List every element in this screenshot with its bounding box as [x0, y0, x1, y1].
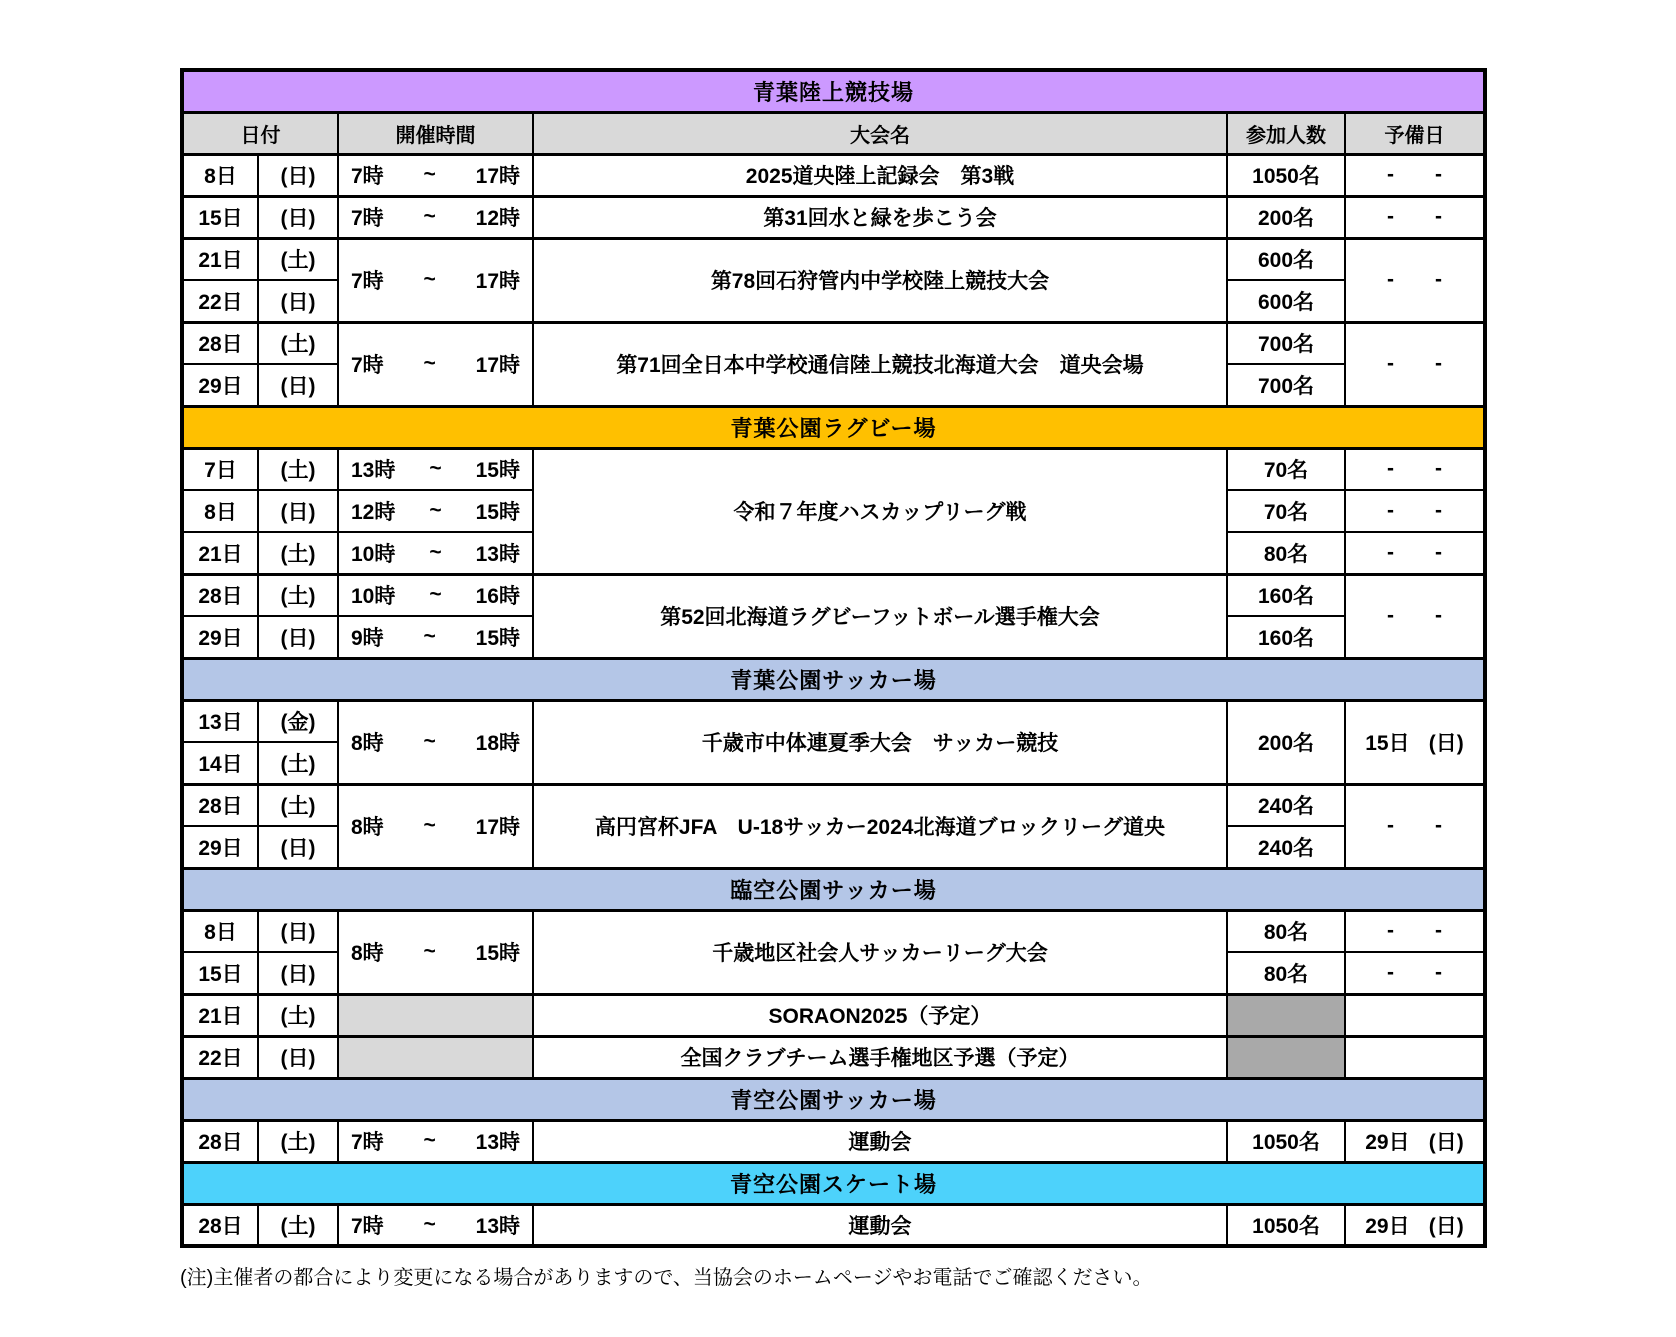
time-cell — [338, 196, 533, 238]
time-cell-part: 8時 — [351, 942, 384, 965]
time-cell-part: 10時 — [351, 585, 396, 609]
column-header-row — [182, 112, 1485, 154]
day-cell: 21日 — [182, 532, 258, 574]
time-cell-part: ~ — [423, 352, 436, 375]
time-cell — [338, 784, 533, 868]
reserve-cell-part: - — [1387, 268, 1394, 291]
time-cell — [338, 238, 533, 322]
time-cell — [338, 574, 533, 616]
section-band-row — [182, 406, 1485, 448]
reserve-cell-part: - — [1387, 604, 1394, 627]
day-cell: 28日 — [182, 322, 258, 364]
reserve-cell — [1345, 700, 1485, 784]
participants-cell — [1227, 1036, 1345, 1078]
participants-cell: 200名 — [1227, 700, 1345, 784]
weekday-cell: (日) — [258, 826, 338, 868]
schedule-page — [180, 68, 1483, 1290]
reserve-cell-content — [1346, 604, 1483, 628]
day-cell: 28日 — [182, 1120, 258, 1162]
day-cell: 21日 — [182, 994, 258, 1036]
time-cell — [338, 1036, 533, 1078]
time-cell-part: 16時 — [475, 585, 520, 609]
day-cell: 29日 — [182, 364, 258, 406]
time-cell-part: ~ — [423, 205, 436, 228]
section-header-aoba-rugby: 青葉公園ラグビー場 — [182, 406, 1485, 448]
weekday-cell: (土) — [258, 238, 338, 280]
time-cell-content — [339, 454, 532, 484]
schedule-row — [182, 1204, 1485, 1246]
participants-cell: 80名 — [1227, 532, 1345, 574]
reserve-column-header: 予備日 — [1345, 112, 1485, 154]
schedule-row — [182, 154, 1485, 196]
schedule-table — [180, 68, 1487, 1248]
weekday-cell: (土) — [258, 574, 338, 616]
reserve-cell — [1345, 1204, 1485, 1246]
schedule-row — [182, 238, 1485, 280]
schedule-row — [182, 910, 1485, 952]
weekday-cell: (土) — [258, 742, 338, 784]
weekday-cell: (土) — [258, 994, 338, 1036]
reserve-cell — [1345, 574, 1485, 658]
time-cell-part: 12時 — [475, 207, 520, 230]
participants-cell: 240名 — [1227, 784, 1345, 826]
reserve-cell — [1345, 1036, 1485, 1078]
reserve-cell-part: - — [1435, 352, 1442, 375]
reserve-cell — [1345, 154, 1485, 196]
section-header-rinku-soccer: 臨空公園サッカー場 — [182, 868, 1485, 910]
time-cell-part: 9時 — [351, 626, 384, 650]
reserve-cell-part: (日) — [1428, 1131, 1464, 1154]
day-cell: 28日 — [182, 784, 258, 826]
time-cell-part: 15時 — [475, 459, 520, 483]
participants-cell: 80名 — [1227, 910, 1345, 952]
time-cell-part: 13時 — [475, 542, 520, 566]
day-cell: 8日 — [182, 490, 258, 532]
weekday-cell: (土) — [258, 448, 338, 490]
weekday-cell: (日) — [258, 910, 338, 952]
reserve-cell-part: - — [1435, 457, 1442, 481]
participants-cell: 600名 — [1227, 238, 1345, 280]
time-cell-part: ~ — [429, 583, 442, 607]
time-cell-content — [339, 811, 532, 841]
day-cell: 15日 — [182, 952, 258, 994]
time-cell-content — [339, 538, 532, 568]
day-cell: 22日 — [182, 1036, 258, 1078]
time-cell-part: 17時 — [475, 354, 520, 377]
time-cell-part: ~ — [429, 499, 442, 522]
time-cell-part: ~ — [423, 730, 436, 753]
weekday-cell: (土) — [258, 1120, 338, 1162]
time-cell-part: 10時 — [351, 542, 396, 566]
time-cell — [338, 1120, 533, 1162]
reserve-cell-part: 15日 — [1365, 732, 1410, 755]
time-cell — [338, 994, 533, 1036]
reserve-cell-content — [1346, 919, 1483, 943]
reserve-cell-content — [1346, 727, 1483, 757]
time-cell-part: 13時 — [475, 1131, 520, 1154]
time-cell-content — [339, 349, 532, 379]
reserve-cell — [1345, 994, 1485, 1036]
participants-cell: 1050名 — [1227, 154, 1345, 196]
time-cell-part: 12時 — [351, 501, 396, 524]
event-cell: 運動会 — [533, 1120, 1227, 1162]
reserve-cell-content — [1346, 499, 1483, 523]
time-cell-part: 15時 — [475, 626, 520, 650]
schedule-row — [182, 196, 1485, 238]
section-band-row — [182, 658, 1485, 700]
participants-cell: 160名 — [1227, 574, 1345, 616]
weekday-cell: (日) — [258, 364, 338, 406]
event-cell: 2025道央陸上記録会 第3戦 — [533, 154, 1227, 196]
event-column-header: 大会名 — [533, 112, 1227, 154]
section-header-aoba-soccer: 青葉公園サッカー場 — [182, 658, 1485, 700]
event-cell: 運動会 — [533, 1204, 1227, 1246]
reserve-cell — [1345, 448, 1485, 490]
time-cell-content — [339, 496, 532, 526]
reserve-cell-part: - — [1435, 540, 1442, 564]
reserve-cell-part: (日) — [1428, 1214, 1464, 1238]
time-cell-part: 8時 — [351, 816, 384, 839]
reserve-cell-part: - — [1387, 499, 1394, 522]
reserve-cell-part: 29日 — [1365, 1131, 1410, 1154]
section-band-row — [182, 868, 1485, 910]
schedule-row — [182, 700, 1485, 742]
reserve-cell — [1345, 238, 1485, 322]
reserve-cell-part: - — [1387, 352, 1394, 375]
reserve-cell — [1345, 490, 1485, 532]
time-cell-content — [339, 622, 532, 652]
time-cell-part: 7時 — [351, 1131, 384, 1154]
reserve-cell-part: - — [1435, 960, 1442, 984]
schedule-row — [182, 1036, 1485, 1078]
day-cell: 13日 — [182, 700, 258, 742]
reserve-cell-part: - — [1435, 919, 1442, 943]
time-cell-part: 13時 — [351, 459, 396, 483]
weekday-cell: (日) — [258, 1036, 338, 1078]
reserve-cell-content — [1346, 814, 1483, 838]
time-cell-content — [339, 160, 532, 190]
time-cell-part: 8時 — [351, 732, 384, 755]
reserve-cell-content — [1346, 1126, 1483, 1156]
reserve-cell-part: - — [1387, 457, 1394, 481]
section-band-row — [182, 1162, 1485, 1204]
participants-cell: 160名 — [1227, 616, 1345, 658]
weekday-cell: (日) — [258, 616, 338, 658]
day-cell: 22日 — [182, 280, 258, 322]
section-header-aozora-skate: 青空公園スケート場 — [182, 1162, 1485, 1204]
reserve-cell-content — [1346, 163, 1483, 187]
schedule-row — [182, 574, 1485, 616]
participants-cell: 600名 — [1227, 280, 1345, 322]
reserve-cell-part: (日) — [1428, 732, 1464, 755]
time-cell-part: 17時 — [475, 165, 520, 188]
participants-cell: 80名 — [1227, 952, 1345, 994]
reserve-cell — [1345, 784, 1485, 868]
time-cell-part: 13時 — [475, 1214, 520, 1238]
event-cell: SORAON2025（予定） — [533, 994, 1227, 1036]
reserve-cell-content — [1346, 541, 1483, 565]
time-cell — [338, 532, 533, 574]
time-cell-part: ~ — [423, 1129, 436, 1152]
event-cell: 全国クラブチーム選手権地区予選（予定） — [533, 1036, 1227, 1078]
reserve-cell-content — [1346, 352, 1483, 376]
participants-cell: 700名 — [1227, 322, 1345, 364]
weekday-cell: (土) — [258, 784, 338, 826]
schedule-row — [182, 994, 1485, 1036]
participants-cell — [1227, 994, 1345, 1036]
time-cell-part: 7時 — [351, 1214, 384, 1238]
time-cell-content — [339, 580, 532, 610]
footnote: (注)主催者の都合により変更になる場合がありますので、当協会のホームページやお電話でご確認ください。 — [180, 1267, 1153, 1289]
time-cell-part: ~ — [429, 540, 442, 564]
reserve-cell-part: - — [1387, 205, 1394, 228]
time-cell — [338, 910, 533, 994]
reserve-cell-part: 29日 — [1365, 1214, 1410, 1238]
reserve-cell-part: - — [1435, 268, 1442, 291]
time-cell-part: 7時 — [351, 270, 384, 293]
schedule-row — [182, 1120, 1485, 1162]
weekday-cell: (土) — [258, 532, 338, 574]
weekday-cell: (金) — [258, 700, 338, 742]
time-cell-part: ~ — [423, 940, 436, 963]
event-cell: 千歳地区社会人サッカーリーグ大会 — [533, 910, 1227, 994]
section-band-row — [182, 1078, 1485, 1120]
day-cell: 7日 — [182, 448, 258, 490]
schedule-row — [182, 322, 1485, 364]
time-cell — [338, 700, 533, 784]
weekday-cell: (日) — [258, 154, 338, 196]
reserve-cell-part: - — [1387, 540, 1394, 564]
reserve-cell-content — [1346, 457, 1483, 481]
day-cell: 21日 — [182, 238, 258, 280]
weekday-cell: (土) — [258, 1204, 338, 1246]
participants-cell: 700名 — [1227, 364, 1345, 406]
time-cell-part: 7時 — [351, 207, 384, 230]
section-header-aoba-athletics: 青葉陸上競技場 — [182, 70, 1485, 112]
time-cell-part: 17時 — [475, 270, 520, 293]
time-cell — [338, 1204, 533, 1246]
reserve-cell-part: - — [1435, 604, 1442, 627]
schedule-row — [182, 784, 1485, 826]
day-cell: 29日 — [182, 826, 258, 868]
reserve-cell-part: - — [1387, 814, 1394, 837]
reserve-cell-part: - — [1387, 163, 1394, 186]
participants-cell: 70名 — [1227, 490, 1345, 532]
time-cell-part: ~ — [423, 1212, 436, 1236]
weekday-cell: (日) — [258, 196, 338, 238]
time-cell — [338, 448, 533, 490]
time-cell-part: 18時 — [475, 732, 520, 755]
day-cell: 8日 — [182, 910, 258, 952]
time-cell-part: ~ — [423, 163, 436, 186]
reserve-cell-content — [1346, 961, 1483, 985]
event-cell: 高円宮杯JFA U-18サッカー2024北海道ブロックリーグ道央 — [533, 784, 1227, 868]
event-cell: 第31回水と緑を歩こう会 — [533, 196, 1227, 238]
day-cell: 28日 — [182, 574, 258, 616]
section-band-row — [182, 70, 1485, 112]
reserve-cell-content — [1346, 1210, 1483, 1240]
time-cell-content — [339, 937, 532, 967]
day-cell: 8日 — [182, 154, 258, 196]
reserve-cell — [1345, 952, 1485, 994]
reserve-cell-part: - — [1387, 960, 1394, 984]
reserve-cell — [1345, 910, 1485, 952]
participants-cell: 1050名 — [1227, 1204, 1345, 1246]
time-cell-part: 7時 — [351, 165, 384, 188]
reserve-cell-part: - — [1435, 499, 1442, 522]
time-cell-part: ~ — [429, 457, 442, 481]
reserve-cell-content — [1346, 205, 1483, 229]
reserve-cell-part: - — [1435, 163, 1442, 186]
time-cell-content — [339, 1126, 532, 1156]
date-column-header: 日付 — [182, 112, 338, 154]
reserve-cell-part: - — [1387, 919, 1394, 943]
event-cell: 第52回北海道ラグビーフットボール選手権大会 — [533, 574, 1227, 658]
event-cell: 千歳市中体連夏季大会 サッカー競技 — [533, 700, 1227, 784]
time-cell-content — [339, 265, 532, 295]
participants-cell: 1050名 — [1227, 1120, 1345, 1162]
reserve-cell-content — [1346, 268, 1483, 292]
weekday-cell: (日) — [258, 490, 338, 532]
weekday-cell: (日) — [258, 952, 338, 994]
reserve-cell-part: - — [1435, 205, 1442, 228]
schedule-table-body — [182, 70, 1485, 1246]
day-cell: 14日 — [182, 742, 258, 784]
time-cell-content — [339, 727, 532, 757]
day-cell: 15日 — [182, 196, 258, 238]
reserve-cell — [1345, 1120, 1485, 1162]
day-cell: 29日 — [182, 616, 258, 658]
section-header-aozora-soccer: 青空公園サッカー場 — [182, 1078, 1485, 1120]
time-cell — [338, 322, 533, 406]
weekday-cell: (土) — [258, 322, 338, 364]
time-cell-part: 17時 — [475, 816, 520, 839]
reserve-cell-part: - — [1435, 814, 1442, 837]
time-cell-part: ~ — [423, 268, 436, 291]
time-cell-part: 15時 — [475, 942, 520, 965]
event-cell: 第78回石狩管内中学校陸上競技大会 — [533, 238, 1227, 322]
day-cell: 28日 — [182, 1204, 258, 1246]
reserve-cell — [1345, 322, 1485, 406]
participants-cell: 240名 — [1227, 826, 1345, 868]
time-cell-part: ~ — [423, 814, 436, 837]
schedule-row — [182, 448, 1485, 490]
participants-column-header: 参加人数 — [1227, 112, 1345, 154]
event-cell: 第71回全日本中学校通信陸上競技北海道大会 道央会場 — [533, 322, 1227, 406]
participants-cell: 70名 — [1227, 448, 1345, 490]
time-cell — [338, 154, 533, 196]
time-cell — [338, 616, 533, 658]
time-cell-part: 15時 — [475, 501, 520, 524]
reserve-cell — [1345, 532, 1485, 574]
weekday-cell: (日) — [258, 280, 338, 322]
time-cell-part: 7時 — [351, 354, 384, 377]
time-cell-content — [339, 1210, 532, 1240]
time-cell-part: ~ — [423, 624, 436, 648]
time-column-header: 開催時間 — [338, 112, 533, 154]
participants-cell: 200名 — [1227, 196, 1345, 238]
event-cell: 令和７年度ハスカップリーグ戦 — [533, 448, 1227, 574]
reserve-cell — [1345, 196, 1485, 238]
time-cell — [338, 490, 533, 532]
time-cell-content — [339, 202, 532, 232]
